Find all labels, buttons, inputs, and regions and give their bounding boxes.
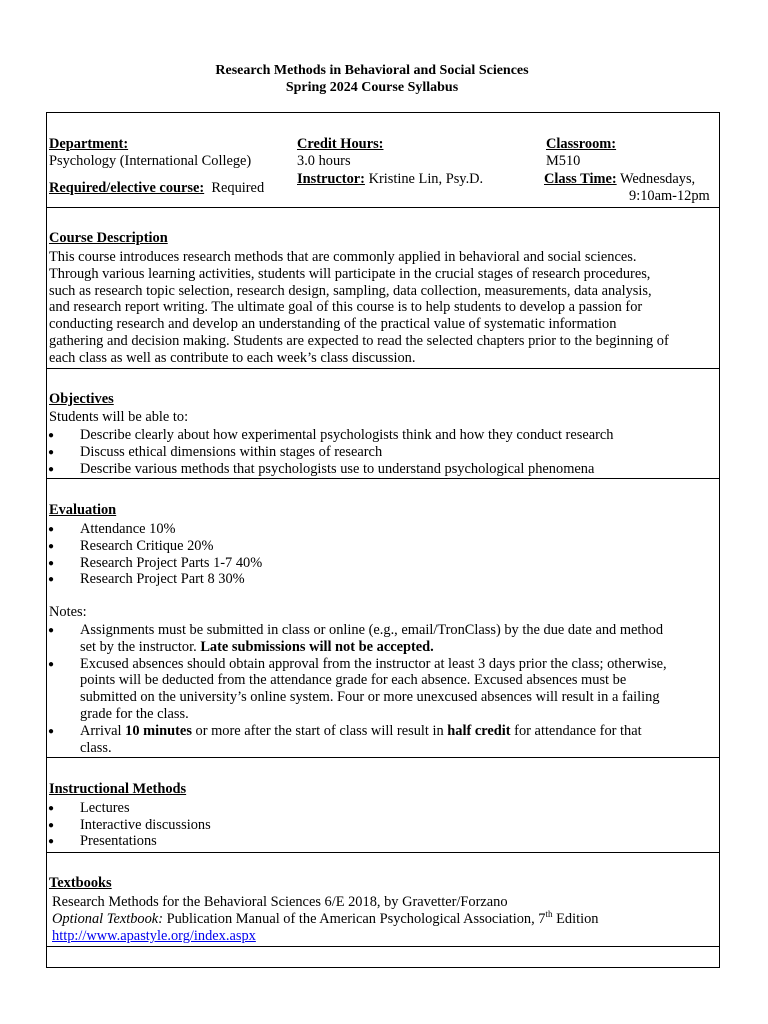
course-description-line: This course introduces research methods that are commonly applied in behavioral and social sciences.: [49, 249, 637, 265]
evaluation-item: Research Project Part 8 30%: [80, 571, 245, 587]
note-line: [80, 723, 642, 740]
note-line: points will be deducted from the attendance grade for each absence. Excused absences must be: [80, 672, 627, 688]
class-time-value-2: 9:10am-12pm: [629, 188, 710, 204]
note-line: Excused absences should obtain approval from the instructor at least 3 days prior the class; otherwise,: [80, 656, 667, 672]
textbook-optional: [52, 911, 598, 928]
note-line: [80, 639, 434, 656]
class-time-label: Class Time:: [544, 171, 617, 187]
evaluation-item: Research Project Parts 1-7 40%: [80, 555, 263, 571]
document-title: Research Methods in Behavioral and Social Sciences: [215, 63, 529, 78]
method-item: Interactive discussions: [80, 817, 211, 833]
bullet-icon: ●: [48, 836, 55, 847]
department-label: Department:: [49, 136, 129, 152]
note-text: Arrival: [80, 723, 126, 739]
row-divider: [46, 368, 720, 369]
bullet-icon: ●: [48, 820, 55, 831]
bullet-icon: ●: [48, 541, 55, 552]
evaluation-item: Research Critique 20%: [80, 538, 214, 554]
course-description-line: Through various learning activities, students will participate in the crucial stages of research procedures,: [49, 266, 651, 282]
course-description-line: each class as well as contribute to each week’s class discussion.: [49, 350, 416, 366]
required-label: Required/elective course:: [49, 180, 205, 196]
class-time-value-1: Wednesdays,: [619, 171, 696, 187]
course-description-line: gathering and decision making. Students are expected to read the selected chapters prior to the beginning of: [49, 333, 669, 349]
method-item: Lectures: [80, 800, 130, 816]
course-description-line: conducting research and develop an understanding of the practical value of systematic information: [49, 316, 617, 332]
note-emphasis: 10 minutes: [125, 723, 192, 739]
method-item: Presentations: [80, 833, 157, 849]
apastyle-link[interactable]: http://www.apastyle.org/index.aspx: [52, 928, 256, 944]
objectives-heading: Objectives: [49, 391, 114, 407]
note-text: for attendance for that: [510, 723, 642, 739]
bullet-icon: ●: [48, 524, 55, 535]
note-line: Assignments must be submitted in class or online (e.g., email/TronClass) by the due date and method: [80, 622, 664, 638]
note-line: grade for the class.: [80, 706, 189, 722]
note-text: set by the instructor.: [80, 639, 201, 655]
row-divider: [46, 207, 720, 208]
textbooks-heading: Textbooks: [49, 875, 112, 891]
row-divider: [46, 757, 720, 758]
textbook-required: Research Methods for the Behavioral Sciences 6/E 2018, by Gravetter/Forzano: [52, 894, 508, 910]
course-description-line: such as research topic selection, research design, sampling, data collection, measurements, data analysis,: [49, 283, 652, 299]
bullet-icon: ●: [48, 659, 55, 670]
row-divider: [46, 852, 720, 853]
note-line: submitted on the university’s online system. Four or more unexcused absences will result in a failing: [80, 689, 660, 705]
objective-item: Describe clearly about how experimental psychologists think and how they conduct research: [80, 427, 614, 443]
apastyle-link-row: [52, 928, 256, 945]
optional-superscript: th: [545, 909, 553, 920]
note-text: or more after the start of class will result in: [191, 723, 448, 739]
bullet-icon: ●: [48, 558, 55, 569]
bullet-icon: ●: [48, 574, 55, 585]
required-row: [49, 180, 264, 197]
optional-value: Publication Manual of the American Psychological Association, 7: [163, 911, 546, 927]
bullet-icon: ●: [48, 464, 55, 475]
objectives-intro: Students will be able to:: [49, 409, 189, 425]
classroom-label: Classroom:: [546, 136, 617, 152]
bullet-icon: ●: [48, 447, 55, 458]
objective-item: Describe various methods that psychologists use to understand psychological phenomena: [80, 461, 595, 477]
bullet-icon: ●: [48, 625, 55, 636]
department-value: Psychology (International College): [49, 153, 252, 169]
credit-hours-value: 3.0 hours: [297, 153, 351, 169]
course-description-line: and research report writing. The ultimate goal of this course is to help students to develop a passion for: [49, 299, 643, 315]
row-divider: [46, 946, 720, 947]
instructor-row: [297, 171, 483, 188]
bullet-icon: ●: [48, 726, 55, 737]
course-description-heading: Course Description: [49, 230, 168, 246]
class-time-row: [544, 171, 695, 188]
bullet-icon: ●: [48, 803, 55, 814]
evaluation-item: Attendance 10%: [80, 521, 176, 537]
required-value: Required: [211, 180, 265, 196]
instructor-label: Instructor:: [297, 171, 365, 187]
instructor-value: Kristine Lin, Psy.D.: [368, 171, 484, 187]
classroom-value: M510: [546, 153, 581, 169]
evaluation-heading: Evaluation: [49, 502, 117, 518]
row-divider: [46, 478, 720, 479]
credit-hours-label: Credit Hours:: [297, 136, 384, 152]
document-subtitle: Spring 2024 Course Syllabus: [285, 80, 459, 95]
bullet-icon: ●: [48, 430, 55, 441]
objective-item: Discuss ethical dimensions within stages of research: [80, 444, 383, 460]
note-emphasis: half credit: [447, 723, 511, 739]
optional-label: Optional Textbook:: [52, 911, 163, 927]
optional-suffix: Edition: [552, 911, 599, 927]
note-line: class.: [80, 740, 112, 756]
instructional-methods-heading: Instructional Methods: [49, 781, 187, 797]
note-emphasis: Late submissions will not be accepted.: [200, 639, 434, 655]
notes-label: Notes:: [49, 604, 87, 620]
